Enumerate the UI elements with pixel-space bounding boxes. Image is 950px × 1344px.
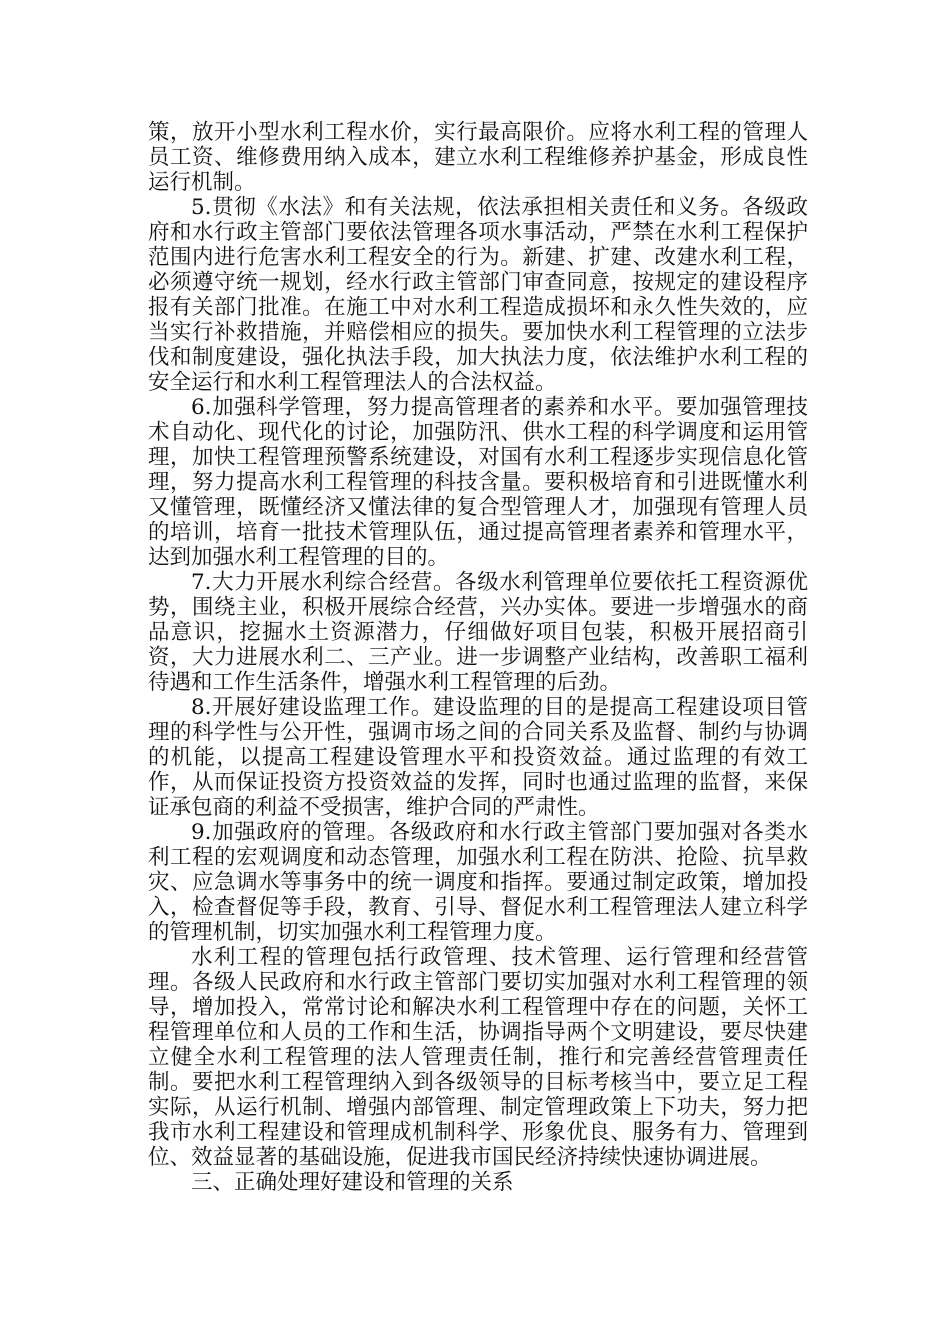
section-heading: 三、正确处理好建设和管理的关系 [191, 1170, 514, 1195]
paragraph-item-9: 9.加强政府的管理。各级政府和水行政主管部门要加强对各类水利工程的宏观调度和动态管理，加强水利工程在防洪、抢险、抗旱救灾、应急调水等事务中的统一调度和指挥。要通过制定政策，增加投入，检查督促等手段，教育、引导、督促水利工程管理法人建立科学的管理机制，切实加强水利工程管理力度。 [148, 820, 808, 945]
document-page [148, 120, 808, 1195]
paragraph-summary: 水利工程的管理包括行政管理、技术管理、运行管理和经营管理。各级人民政府和水行政主管部门要切实加强对水利工程管理的领导，增加投入，常常讨论和解决水利工程管理中存在的问题，关怀工程管理单位和人员的工作和生活，协调指导两个文明建设，要尽快建立健全水利工程管理的法人管理责任制，推行和完善经营管理责任制。要把水利工程管理纳入到各级领导的目标考核当中，要立足工程实际，从运行机制、增强内部管理、制定管理政策上下功夫，努力把我市水利工程建设和管理成机制科学、形象优良、服务有力、管理到位、效益显著的基础设施，促进我市国民经济持续快速协调进展。 [148, 945, 808, 1170]
paragraph-intro: 策，放开小型水利工程水价，实行最高限价。应将水利工程的管理人员工资、维修费用纳入成本，建立水利工程维修养护基金，形成良性运行机制。 [148, 120, 808, 195]
paragraph-item-6: 6.加强科学管理，努力提高管理者的素养和水平。要加强管理技术自动化、现代化的讨论，加强防汛、供水工程的科学调度和运用管理，加快工程管理预警系统建设，对国有水利工程逐步实现信息化管理，努力提高水利工程管理的科技含量。要积极培育和引进既懂水利又懂管理，既懂经济又懂法律的复合型管理人才，加强现有管理人员的培训，培育一批技术管理队伍，通过提高管理者素养和管理水平，达到加强水利工程管理的目的。 [148, 395, 808, 570]
paragraph-item-7: 7.大力开展水利综合经营。各级水利管理单位要依托工程资源优势，围绕主业，积极开展综合经营，兴办实体。要进一步增强水的商品意识，挖掘水土资源潜力，仔细做好项目包装，积极开展招商引资，大力进展水利二、三产业。进一步调整产业结构，改善职工福利待遇和工作生活条件，增强水利工程管理的后劲。 [148, 570, 808, 695]
paragraph-item-8: 8.开展好建设监理工作。建设监理的目的是提高工程建设项目管理的科学性与公开性，强调市场之间的合同关系及监督、制约与协调的机能，以提高工程建设管理水平和投资效益。通过监理的有效工作，从而保证投资方投资效益的发挥，同时也通过监理的监督，来保证承包商的利益不受损害，维护合同的严肃性。 [148, 695, 808, 820]
paragraph-item-5: 5.贯彻《水法》和有关法规，依法承担相关责任和义务。各级政府和水行政主管部门要依法管理各项水事活动，严禁在水利工程保护范围内进行危害水利工程安全的行为。新建、扩建、改建水利工程，必须遵守统一规划，经水行政主管部门审查同意，按规定的建设程序报有关部门批准。在施工中对水利工程造成损坏和永久性失效的，应当实行补救措施，并赔偿相应的损失。要加快水利工程管理的立法步伐和制度建设，强化执法手段，加大执法力度，依法维护水利工程的安全运行和水利工程管理法人的合法权益。 [148, 195, 808, 395]
